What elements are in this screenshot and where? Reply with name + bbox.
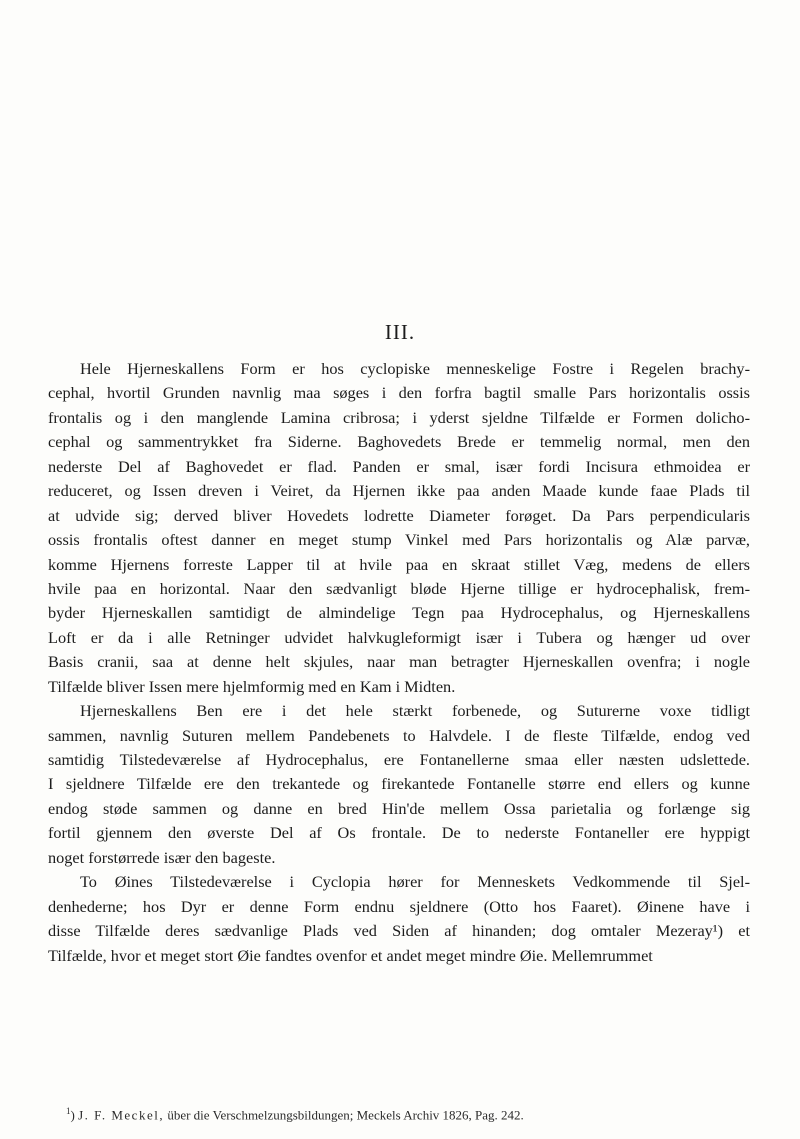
line-text: nederste Del af Baghovedet er flad. Panden er smal, især fordi Incisura ethmoidea er (48, 456, 750, 476)
line-text: Loft er da i alle Retninger udvidet halvkugleformigt især i Tubera og hænger ud over (48, 627, 750, 647)
line-text: cephal og sammentrykket fra Siderne. Baghovedets Brede er temmelig normal, men den (48, 432, 750, 452)
text-line (48, 724, 750, 748)
line-text: Hjerneskallens Ben ere i det hele stærkt forbenede, og Suturerne voxe tidligt (80, 701, 750, 721)
body-text (48, 357, 750, 968)
line-text: at udvide sig; derved bliver Hovedets lodrette Diameter forøget. Da Pars perpendicularis (48, 505, 750, 525)
paragraph (48, 699, 750, 870)
line-text: hvile paa en horizontal. Naar den sædvanligt bløde Hjerne tillige er hydrocephalisk, frem- (48, 578, 750, 598)
text-line (48, 479, 750, 503)
text-line (48, 650, 750, 674)
text-line (48, 846, 750, 870)
text-line (48, 821, 750, 845)
footnote: $^1$) J. F. Meckel, über die Verschmelzungsbildungen; Meckels Archiv 1826, Pag. 242. (66, 1106, 524, 1123)
line-text: Hele Hjerneskallens Form er hos cyclopiske menneskelige Fostre i Regelen brachy- (80, 359, 750, 378)
text-line (48, 772, 750, 796)
line-text: samtidig Tilstedeværelse af Hydrocephalus, ere Fontanellerne smaa eller næsten udslettede. (48, 750, 750, 769)
text-line (48, 577, 750, 601)
line-text: fortil gjennem den øverste Del af Os frontale. De to nederste Fontaneller ere hyppigt (48, 823, 750, 843)
line-text: byder Hjerneskallen samtidigt de almindelige Tegn paa Hydrocephalus, og Hjerneskallens (48, 603, 750, 623)
text-line (48, 748, 750, 772)
line-text: cephal, hvortil Grunden navnlig maa søges i den forfra bagtil smalle Pars horizontalis ossis (48, 383, 750, 403)
line-text: I sjeldnere Tilfælde ere den trekantede og firekantede Fontanelle større end ellers og kunne (48, 774, 750, 794)
section-heading: III. (384, 320, 416, 344)
line-text: sammen, navnlig Suturen mellem Pandebenets to Halvdele. I de fleste Tilfælde, endog ved (48, 725, 750, 745)
line-text: disse Tilfælde deres sædvanlige Plads ved Siden af hinanden; dog omtaler Mezeray¹) et (48, 921, 750, 941)
text-line (48, 919, 750, 943)
line-text: Tilfælde bliver Issen mere hjelmformig med en Kam i Midten. (48, 676, 456, 696)
text-line (48, 870, 750, 894)
text-line (48, 895, 750, 919)
line-text: frontalis og i den manglende Lamina cribrosa; i yderst sjeldne Tilfælde er Formen dolicho- (48, 407, 750, 427)
footnote-author: J. F. Meckel, (78, 1107, 165, 1123)
text-line (48, 455, 750, 479)
line-text: To Øines Tilstedeværelse i Cyclopia hører for Menneskets Vedkommende til Sjel- (80, 872, 750, 892)
text-line (48, 601, 750, 625)
text-line (48, 528, 750, 552)
text-line (48, 381, 750, 405)
text-line (48, 675, 750, 699)
paragraph (48, 357, 750, 699)
footnote-text: über die Verschmelzungsbildungen; Meckels Archiv 1826, Pag. 242. (167, 1107, 524, 1123)
line-text: endog støde sammen og danne en bred Hin'de mellem Ossa parietalia og forlænge sig (48, 798, 750, 818)
line-text: noget forstørrede især den bageste. (48, 847, 276, 867)
text-line (48, 357, 750, 381)
text-line (48, 797, 750, 821)
line-text: Tilfælde, hvor et meget stort Øie fandtes ovenfor et andet meget mindre Øie. Mellemrummet (48, 945, 653, 965)
line-text: Basis cranii, saa at denne helt skjules, naar man betragter Hjerneskallen ovenfra; i nogle (48, 652, 750, 672)
text-line (48, 430, 750, 454)
text-line (48, 626, 750, 650)
footnote-marker: 1 (66, 1106, 71, 1116)
text-line (48, 504, 750, 528)
line-text: ossis frontalis oftest danner en meget stump Vinkel med Pars horizontalis og Alæ parvæ, (48, 530, 750, 550)
line-text: denhederne; hos Dyr er denne Form endnu sjeldnere (Otto hos Faaret). Øinene have i (48, 896, 750, 916)
line-text: komme Hjernens forreste Lapper til at hvile paa en skraat stillet Væg, medens de ellers (48, 554, 750, 574)
text-line (48, 406, 750, 430)
text-line (48, 944, 750, 968)
text-line (48, 553, 750, 577)
paragraph (48, 870, 750, 968)
line-text: reduceret, og Issen dreven i Veiret, da Hjernen ikke paa anden Maade kunde faae Plads til (48, 481, 750, 501)
text-line (48, 699, 750, 723)
